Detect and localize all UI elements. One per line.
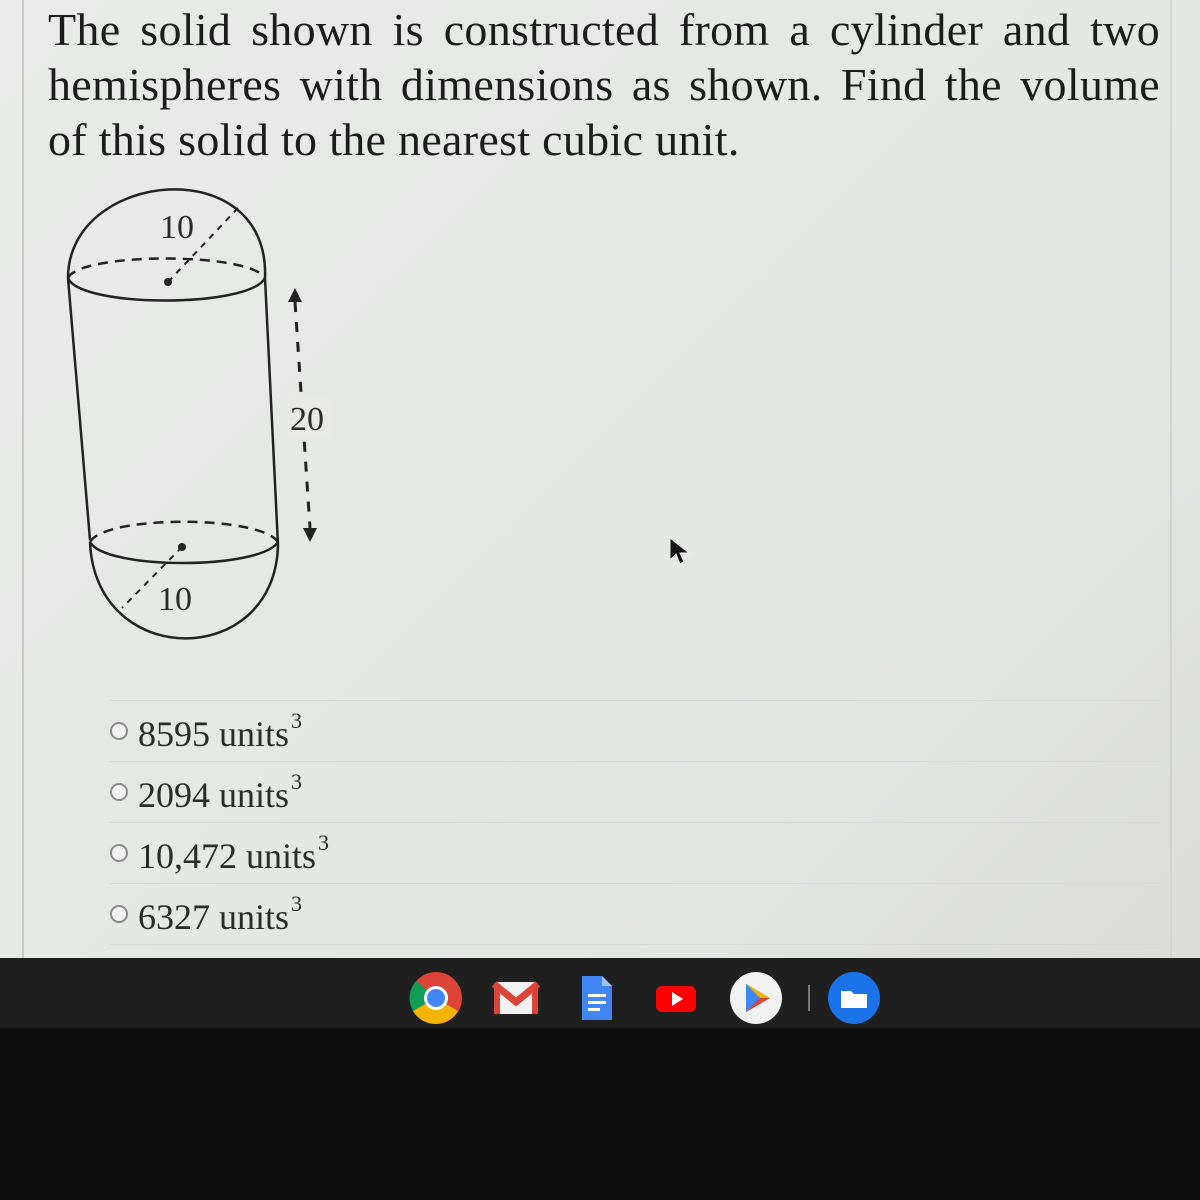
answer-choice[interactable] bbox=[110, 883, 1160, 945]
answer-choice[interactable] bbox=[110, 822, 1160, 883]
answer-choice[interactable] bbox=[110, 761, 1160, 822]
answer-choice-label: 8595 units$^3$ bbox=[138, 707, 303, 754]
capsule-diagram bbox=[60, 160, 360, 660]
capsule-figure bbox=[60, 160, 360, 660]
gmail-icon[interactable] bbox=[488, 970, 544, 1026]
height-arrow-down bbox=[303, 528, 317, 542]
files-icon[interactable] bbox=[826, 970, 882, 1026]
cylinder-right-side bbox=[265, 278, 278, 545]
radio-button[interactable] bbox=[110, 722, 128, 740]
answer-choice-label: 2094 units$^3$ bbox=[138, 768, 303, 815]
play-store-icon[interactable] bbox=[728, 970, 784, 1026]
radio-button[interactable] bbox=[110, 844, 128, 862]
height-arrow-up bbox=[288, 288, 302, 302]
content-border-right bbox=[1170, 0, 1172, 958]
top-ellipse-back bbox=[68, 259, 265, 279]
content-border-left bbox=[22, 0, 24, 958]
laptop-bezel bbox=[0, 1028, 1200, 1200]
answer-choice-label: 10,472 units$^3$ bbox=[138, 829, 330, 876]
youtube-icon[interactable] bbox=[648, 970, 704, 1026]
bottom-ellipse-back bbox=[90, 522, 278, 542]
docs-icon[interactable] bbox=[568, 970, 624, 1026]
radio-button[interactable] bbox=[110, 783, 128, 801]
answer-choices bbox=[110, 700, 1160, 945]
answer-choice-label: 6327 units$^3$ bbox=[138, 890, 303, 937]
radio-button[interactable] bbox=[110, 905, 128, 923]
answer-choice[interactable] bbox=[110, 700, 1160, 761]
mouse-cursor-icon bbox=[668, 536, 692, 568]
top-radius-label: 10 bbox=[160, 209, 194, 246]
shelf-apps bbox=[408, 968, 906, 1028]
chrome-icon[interactable] bbox=[408, 970, 464, 1026]
height-label: 20 bbox=[290, 401, 324, 438]
shelf-divider bbox=[808, 985, 810, 1011]
bottom-radius-label: 10 bbox=[158, 581, 192, 618]
question-text: The solid shown is constructed from a cylinder and two hemispheres with dimensions as shown. Find the volume of this solid to the nearest cubic unit. bbox=[48, 4, 1160, 165]
cylinder-left-side bbox=[68, 278, 90, 540]
